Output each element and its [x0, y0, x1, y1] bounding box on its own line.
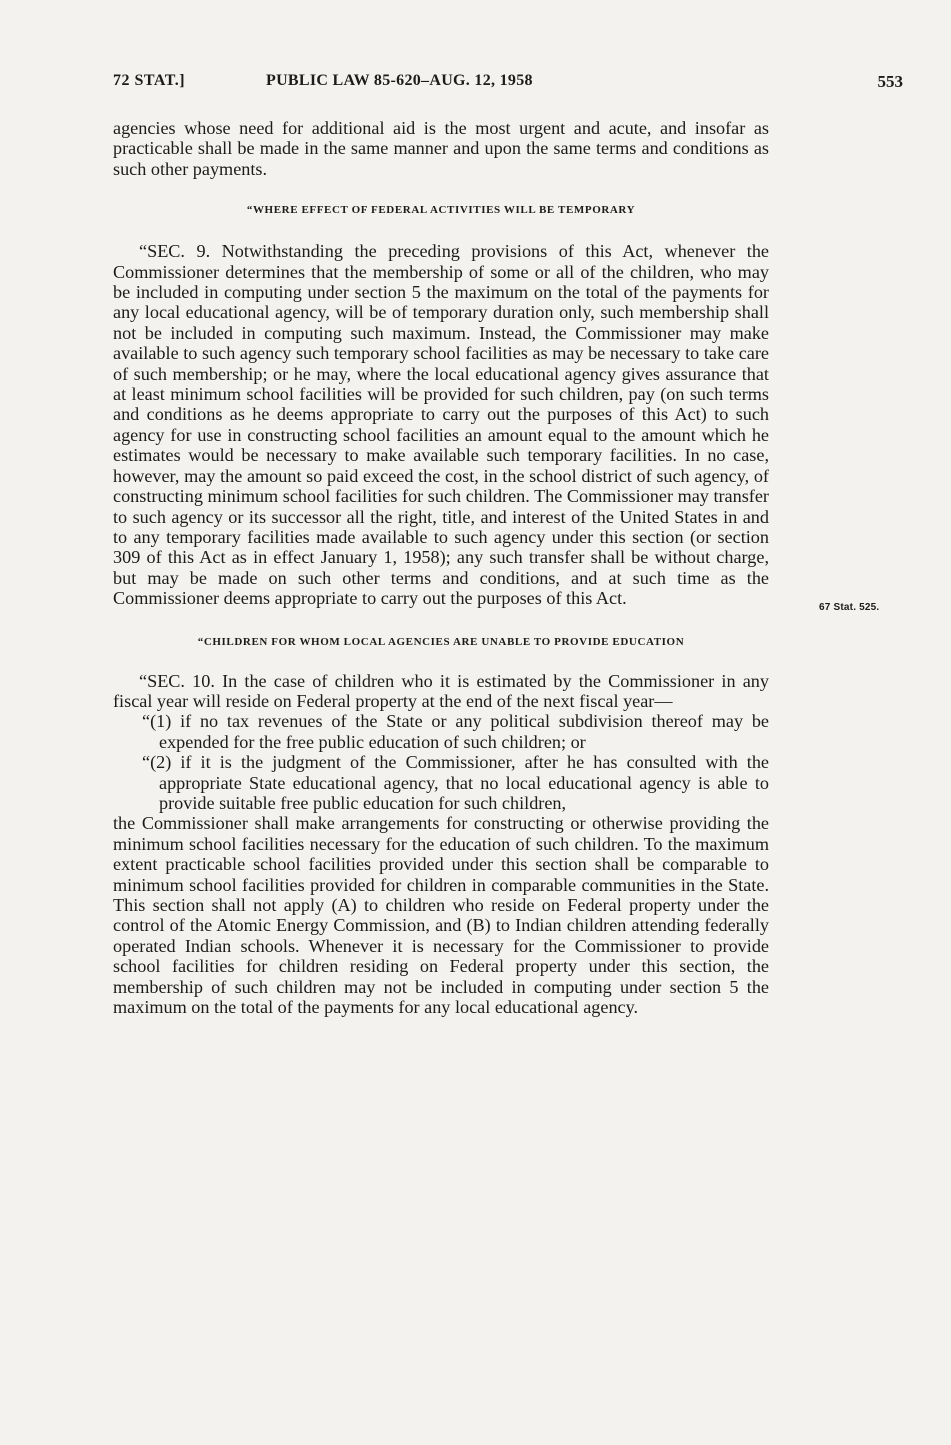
running-header [113, 72, 903, 96]
continued-paragraph: agencies whose need for additional aid is the most urgent and acute, and insofar as practicable shall be made in the same manner and upon the same terms and conditions as such other payments. [113, 118, 769, 179]
section-9-heading: “WHERE EFFECT OF FEDERAL ACTIVITIES WILL BE TEMPORARY [246, 204, 636, 217]
section-10-item-1 [113, 711, 769, 752]
body-text [113, 118, 769, 1017]
item-2-text: “(2) if it is the judgment of the Commissioner, after he has consulted with the appropriate State educational agency, that no local educational agency is able to provide suitable free public education for such children, [142, 752, 769, 813]
section-10-intro: “SEC. 10. In the case of children who it is estimated by the Commissioner in any fiscal year will reside on Federal property at the end of the next fiscal year— [113, 670, 769, 711]
section-10-item-2 [113, 752, 769, 813]
volume-reference: 72 STAT.] [113, 72, 186, 89]
page-number: 553 [877, 72, 903, 91]
section-10-heading: “CHILDREN FOR WHOM LOCAL AGENCIES ARE UNABLE TO PROVIDE EDUCATION [197, 635, 685, 648]
margin-citation: 67 Stat. 525. [819, 602, 880, 613]
header-title: PUBLIC LAW 85-620–AUG. 12, 1958 [266, 72, 533, 89]
item-1-text: “(1) if no tax revenues of the State or any political subdivision thereof may be expended for the free public education of such children; or [142, 711, 769, 752]
section-9-text: “SEC. 9. Notwithstanding the preceding provisions of this Act, whenever the Commissioner determines that the membership of some or all of the children, who may be included in computing under section 5 the maximum on the total of the payments for any local educational agency, will be of temporary duration only, such membership shall not be included in computing such maximum. Instead, the Commissioner may make available to such agency such temporary school facilities as may be necessary to take care of such membership; or he may, where the local educational agency gives assurance that at least minimum school facilities will be provided for such children, pay (on such terms and conditions as he deems appropriate to carry out the purposes of this Act) to such agency for use in constructing school facilities an amount equal to the amount which he estimates would be necessary to make available such temporary facilities. In no case, however, may the amount so paid exceed the cost, in the school district of such agency, of constructing minimum school facilities for such children. The Commissioner may transfer to such agency or its successor all the right, title, and interest of the United States in and to any temporary facilities made available to such agency under this section (or section 309 of this Act as in effect January 1, 1958); any such transfer shall be without charge, but may be made on such other terms and conditions, and at such time as the Commissioner deems appropriate to carry out the purposes of this Act. [113, 241, 769, 609]
section-10-text: the Commissioner shall make arrangements for constructing or otherwise providing the minimum school facilities necessary for the education of such children. To the maximum extent practicable school facilities provided under this section shall be comparable to minimum school facilities provided for children in comparable communities in the State. This section shall not apply (A) to children who reside on Federal property under the control of the Atomic Energy Commission, and (B) to Indian children attending federally operated Indian schools. Whenever it is necessary for the Commissioner to provide school facilities for children residing on Federal property under this section, the membership of such children may not be included in computing under section 5 the maximum on the total of the payments for any local educational agency. [113, 813, 769, 1018]
